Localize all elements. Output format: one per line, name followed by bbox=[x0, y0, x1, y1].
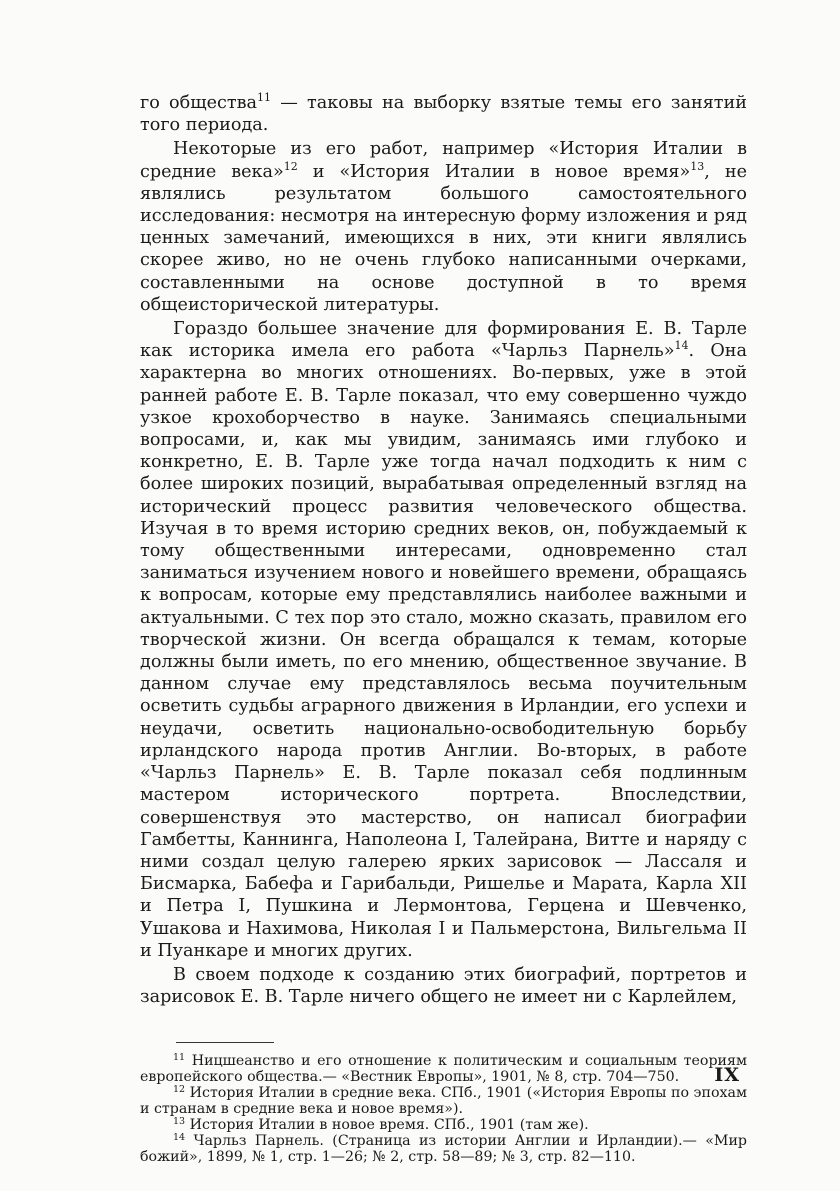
footnote-ref-13[interactable]: 13 bbox=[690, 159, 705, 173]
page-body bbox=[140, 92, 747, 1165]
footnote-ref-14[interactable]: 14 bbox=[674, 339, 689, 353]
footnote-12: $^{12}$ История Италии в средние века. СПб., 1901 («История Европы по эпохам и странам в средние века и новое время»). bbox=[140, 1084, 747, 1117]
paragraph-1: го общества$^{11}$ — таковы на выборку взятые темы его занятий того периода. bbox=[140, 91, 747, 136]
paragraph-2: Некоторые из его работ, например «История Италии в средние века»$^{12}$ и «История Италии в новое время»$^{13}$, не являлись результатом большого самостоятельного исследования: несмотря на интересную форму изложения и ряд ценных замечаний, имеющихся в них, эти книги являлись скорее живо, но не очень глубоко написанными очерками, составленными на основе доступной в то время общеисторической литературы. bbox=[140, 139, 747, 315]
footnote-ref-12[interactable]: 12 bbox=[283, 159, 298, 173]
footnote-ref-11[interactable]: 11 bbox=[256, 91, 271, 104]
footnote-divider bbox=[176, 1042, 274, 1043]
footnote-11: $^{11}$ Ницшеанство и его отношение к политическим и социальным теориям европейского общества.— «Вестник Европы», 1901, № 8, стр. 704—750. bbox=[140, 1052, 747, 1085]
paragraph-4: В своем подходе к созданию этих биографий, портретов и зарисовок Е. В. Тарле ничего общего не имеет ни с Карлейлем, bbox=[140, 964, 747, 1008]
footnote-14: $^{14}$ Чарльз Парнель. (Страница из истории Англии и Ирландии).— «Мир божий», 1899, № 1, стр. 1—26; № 2, стр. 58—89; № 3, стр. 82—110. bbox=[140, 1132, 747, 1165]
footnotes bbox=[140, 1054, 747, 1165]
paragraph-3: Гораздо большее значение для формирования Е. В. Тарле как историка имела его работа «Чарльз Парнель»$^{14}$. Она характерна во многих отношениях. Во-первых, уже в этой ранней работе Е. В. Тарле показал, что ему совершенно чуждо узкое крохоборчество в науке. Занимаясь специальными вопросами, и, как мы увидим, занимаясь ими глубоко и конкретно, Е. В. Тарле уже тогда начал подходить к ним с более широких позиций, вырабатывая определенный взгляд на исторический процесс развития человеческого общества. Изучая в то время историю средних веков, он, побуждаемый к тому общественными интересами, одновременно стал заниматься изучением нового и новейшего времени, обращаясь к вопросам, которые ему представлялись наиболее важными и актуальными. С тех пор это стало, можно сказать, правилом его творческой жизни. Он всегда обращался к темам, которые должны были иметь, по его мнению, общественное звучание. В данном случае ему представлялось весьма поучительным осветить судьбы аграрного движения в Ирландии, его успехи и неудачи, осветить национально-освободительную борьбу ирландского народа против Англии. Во-вторых, в работе «Чарльз Парнель» Е. В. Тарле показал себя подлинным мастером исторического портрета. Впоследствии, совершенствуя это мастерство, он написал биографии Гамбетты, Каннинга, Наполеона I, Талейрана, Витте и наряду с ними создал целую галерею ярких зарисовок — Лассаля и Бисмарка, Бабефа и Гарибальди, Ришелье и Марата, Карла XII и Петра I, Пушкина и Лермонтова, Герцена и Шевченко, Ушакова и Нахимова, Николая I и Пальмерстона, Вильгельма II и Пуанкаре и многих других. bbox=[140, 319, 747, 961]
page-number: IX bbox=[714, 1064, 740, 1086]
footnote-13: $^{13}$ История Италии в новое время. СПб., 1901 (там же). bbox=[173, 1115, 589, 1133]
